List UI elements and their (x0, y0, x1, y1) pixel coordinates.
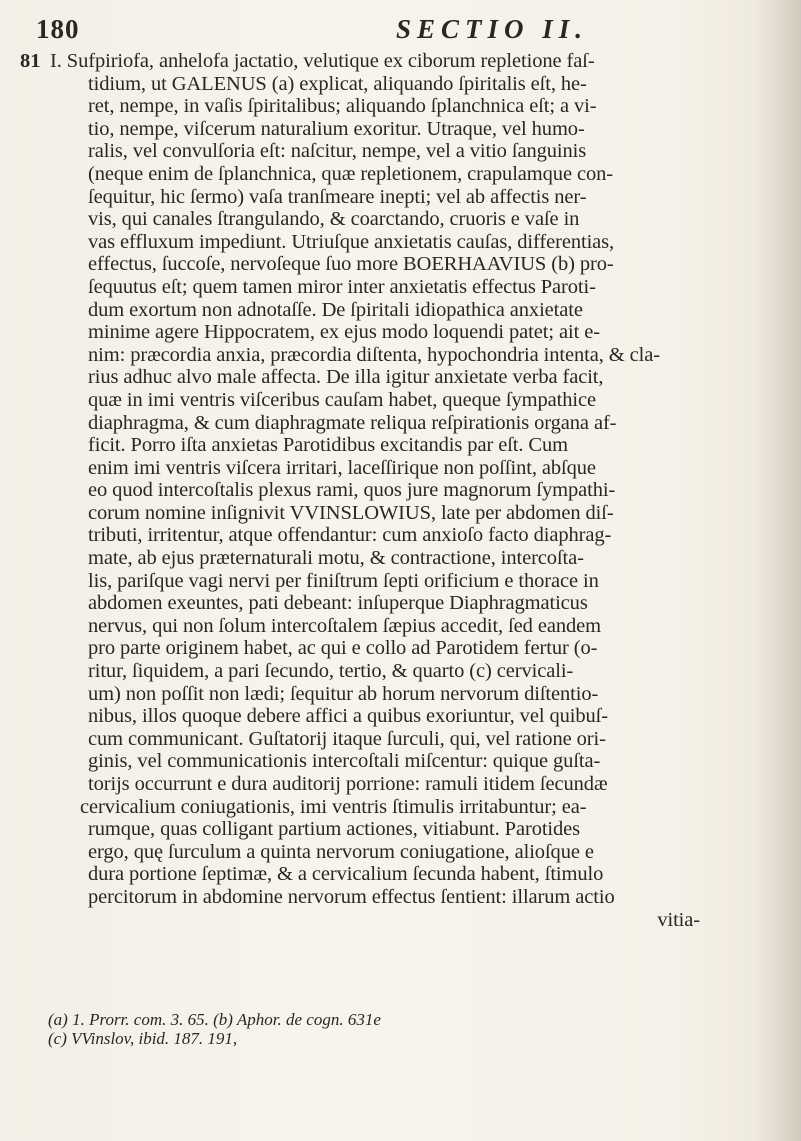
text-line: cum communicant. Guſtatorij itaque ſurculi, qui, vel ratione ori- (88, 727, 606, 750)
text-line: cervicalium coniugationis, imi ventris ſtimulis irritabuntur; ea- (80, 795, 587, 818)
text-line: mate, ab ejus præternaturali motu, & contractione, intercoſta- (88, 547, 584, 570)
text-line: eo quod intercoſtalis plexus rami, quos jure magnorum ſympathi- (88, 479, 616, 502)
running-head (36, 8, 736, 48)
text-line: minime agere Hippocratem, ex ejus modo loquendi patet; ait e- (88, 321, 600, 344)
text-line: um) non poſſit non lædi; ſequitur ab horum nervorum diſtentio- (88, 682, 599, 705)
text-line: enim imi ventris viſcera irritari, laceſſirique non poſſint, abſque (88, 456, 596, 479)
text-line: ergo, quę ſurculum a quinta nervorum coniugatione, alioſque e (88, 840, 594, 863)
text-line: I. Sufpiriofa, anhelofa jactatio, velutique ex ciborum repletione faſ- (50, 50, 595, 72)
text-line: vas effluxum impediunt. Utriuſque anxietatis cauſas, differentias, (88, 230, 615, 253)
text-line: ret, nempe, in vaſis ſpiritalibus; aliquando ſplanchnica eſt; a vi- (88, 95, 597, 118)
text-line: quæ in imi ventris viſceribus cauſam habet, queque ſympathice (88, 388, 596, 411)
text-line: ficit. Porro iſta anxietas Parotidibus excitandis par eſt. Cum (88, 434, 569, 457)
text-line: tributi, irritentur, atque offendantur: cum anxioſo facto diaphrag- (88, 524, 612, 547)
page-number: 180 (36, 14, 80, 44)
text-line: vis, qui canales ſtrangulando, & coarctando, cruoris e vaſe in (88, 208, 580, 231)
text-line: nibus, illos quoque debere affici a quibus exoriuntur, vel quibuſ- (88, 705, 608, 728)
text-line: nim: præcordia anxia, præcordia diſtenta, hypochondria intenta, & cla- (88, 343, 660, 366)
text-line: tio, nempe, viſcerum naturalium exoritur. Utraque, vel humo- (88, 117, 585, 140)
text-line: rius adhuc alvo male affecta. De illa igitur anxietate verba facit, (88, 366, 604, 389)
footnote: (a) 1. Prorr. com. 3. 65. (b) Aphor. de cogn. 631e (48, 1010, 381, 1029)
text-line: pro parte originem habet, ac qui e collo ad Parotidem fertur (o- (88, 637, 598, 660)
text-line: abdomen exeuntes, pati debeant: inſuperque Diaphragmaticus (88, 592, 588, 615)
gutter-shadow (755, 0, 801, 1141)
text-line: (neque enim de ſplanchnica, quæ repletionem, crapulamque con- (88, 162, 613, 185)
text-line: corum nomine inſignivit VVINSLOWIUS, late per abdomen diſ- (88, 501, 614, 524)
text-line: lis, pariſque vagi nervi per finiſtrum ſepti orificium e thorace in (88, 569, 599, 592)
paragraph-number: 81 (20, 50, 41, 72)
text-line: percitorum in abdomine nervorum effectus ſentient: illarum actio (88, 885, 615, 908)
text-line: ginis, vel communicationis intercoſtali miſcentur: quique guſta- (88, 750, 601, 773)
text-line: ſequutus eſt; quem tamen miror inter anxietatis effectus Paroti- (88, 275, 596, 298)
section-title: SECTIO II. (396, 14, 589, 44)
text-line: ralis, vel convulſoria eſt: naſcitur, nempe, vel a vitio ſanguinis (88, 140, 587, 163)
text-line: tidium, ut GALENUS (a) explicat, aliquando ſpiritalis eſt, he- (88, 72, 587, 95)
text-line: dura portione ſeptimæ, & a cervicalium ſecunda habent, ſtimulo (88, 863, 604, 886)
text-line: effectus, ſuccoſe, nervoſeque ſuo more BOERHAAVIUS (b) pro- (88, 253, 614, 276)
text-line: ſequitur, hic ſermo) vaſa tranſmeare inepti; vel ab affectis ner- (88, 185, 587, 208)
body-text (50, 50, 760, 931)
text-line: nervus, qui non ſolum intercoſtalem ſæpius accedit, ſed eandem (88, 614, 601, 637)
footnotes (48, 1010, 548, 1048)
text-line: ritur, ſiquidem, a pari ſecundo, tertio, & quarto (c) cervicali- (88, 660, 574, 683)
text-line: diaphragma, & cum diaphragmate reliqua reſpirationis organa af- (88, 411, 617, 434)
text-line: rumque, quas colligant partium actiones, vitiabunt. Parotides (88, 818, 581, 841)
footnote: (c) VVinslov, ibid. 187. 191, (48, 1029, 238, 1048)
catchword: vitia- (657, 908, 700, 931)
text-line: torijs occurrunt e dura auditorij porrione: ramuli itidem ſecundæ (88, 773, 608, 795)
text-line: dum exortum non adnotaſſe. De ſpiritali idiopathica anxietate (88, 298, 583, 321)
